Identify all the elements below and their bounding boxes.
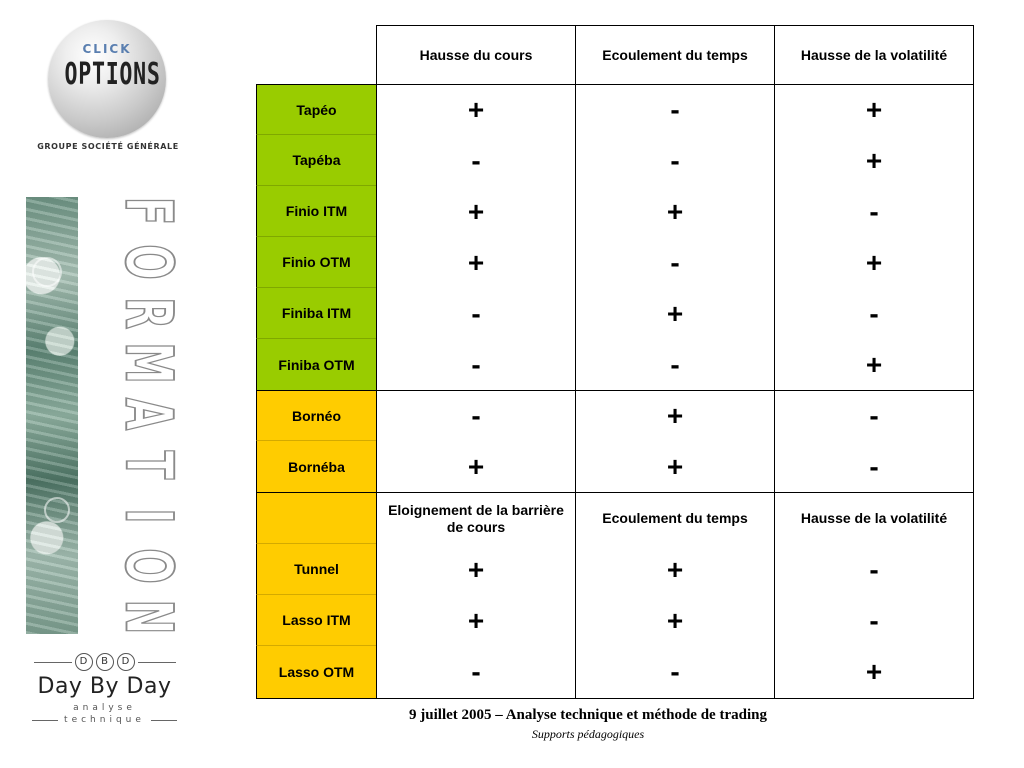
divider <box>34 662 72 663</box>
column-header: Ecoulement du temps <box>575 25 774 84</box>
formation-letter: R <box>110 296 187 329</box>
sign-cell: + <box>376 544 575 595</box>
sign-cell: + <box>376 595 575 646</box>
dbd-circle-letter: B <box>96 653 114 671</box>
sign-cell: + <box>774 646 974 699</box>
sign-cell: + <box>575 288 774 339</box>
sign-cell: + <box>575 544 774 595</box>
sign-cell: - <box>575 135 774 186</box>
column-header: Hausse de la volatilité <box>774 25 974 84</box>
formation-letter: M <box>110 342 187 385</box>
options-sensitivity-table <box>256 25 974 699</box>
decorative-photo-strip <box>26 197 78 634</box>
row-label: Finiba OTM <box>256 339 376 390</box>
formation-letter: O <box>110 548 187 585</box>
coin-shape <box>44 497 70 523</box>
sign-cell: - <box>575 237 774 288</box>
formation-letter: N <box>110 599 187 635</box>
row-label: Bornéo <box>256 390 376 441</box>
sign-cell: + <box>774 84 974 135</box>
formation-letter: A <box>110 397 187 431</box>
sign-cell: + <box>575 390 774 441</box>
sign-cell: - <box>376 390 575 441</box>
coin-shape <box>32 257 62 287</box>
sign-cell: - <box>774 544 974 595</box>
row-label: Tapéba <box>256 135 376 186</box>
sign-cell: + <box>376 441 575 492</box>
click-options-logo <box>18 18 198 158</box>
row-label: Bornéba <box>256 441 376 492</box>
dbd-circle-row <box>22 652 187 672</box>
sign-cell: - <box>575 646 774 699</box>
dbd-circle-letter: D <box>75 653 93 671</box>
sign-cell: + <box>774 135 974 186</box>
logo-sphere <box>48 20 166 138</box>
dbd-title: Day By Day <box>37 674 172 699</box>
dbd-subtitle-2: technique <box>64 715 145 725</box>
logo-options-text: OPTIONS <box>64 57 161 92</box>
sign-cell: + <box>376 84 575 135</box>
sign-cell: - <box>774 595 974 646</box>
day-by-day-logo <box>22 650 187 732</box>
column-header: Ecoulement du temps <box>575 492 774 544</box>
row-label: Finio ITM <box>256 186 376 237</box>
footer-subtitle: Supports pédagogiques <box>531 727 645 741</box>
sign-cell: + <box>774 237 974 288</box>
logo-subtitle: GROUPE SOCIÉTÉ GÉNÉRALE <box>37 142 179 151</box>
table-corner <box>256 25 376 84</box>
sign-cell: + <box>575 441 774 492</box>
row-label: Lasso OTM <box>256 646 376 699</box>
row-label: Tunnel <box>256 544 376 595</box>
sign-cell: + <box>575 595 774 646</box>
sign-cell: + <box>575 186 774 237</box>
divider <box>32 720 58 721</box>
sign-cell: + <box>376 186 575 237</box>
sign-cell: - <box>376 339 575 390</box>
logo-click-text: CLICK <box>82 42 132 56</box>
row-label-empty <box>256 492 376 544</box>
sign-cell: - <box>774 186 974 237</box>
sign-cell: - <box>774 390 974 441</box>
sign-cell: - <box>774 288 974 339</box>
sign-cell: - <box>575 339 774 390</box>
formation-banner <box>88 192 208 636</box>
sign-cell: + <box>774 339 974 390</box>
footer-title: 9 juillet 2005 – Analyse technique et méthode de trading <box>409 707 767 723</box>
divider <box>138 662 176 663</box>
dbd-circle-letter: D <box>117 653 135 671</box>
divider <box>151 720 177 721</box>
dbd-subtitle-1: analyse <box>73 703 136 713</box>
sign-cell: - <box>575 84 774 135</box>
row-label: Finio OTM <box>256 237 376 288</box>
dbd-subtitle-2-row <box>22 715 187 725</box>
sign-cell: + <box>376 237 575 288</box>
row-label: Lasso ITM <box>256 595 376 646</box>
column-header: Hausse de la volatilité <box>774 492 974 544</box>
row-label: Tapéo <box>256 84 376 135</box>
column-header: Hausse du cours <box>376 25 575 84</box>
sign-cell: - <box>376 288 575 339</box>
row-label: Finiba ITM <box>256 288 376 339</box>
sign-cell: - <box>774 441 974 492</box>
formation-letter: T <box>110 450 187 480</box>
formation-letter: F <box>110 196 187 226</box>
formation-letter: I <box>110 507 187 524</box>
column-header: Eloignement de la barrière de cours <box>376 492 575 544</box>
sign-cell: - <box>376 646 575 699</box>
sign-cell: - <box>376 135 575 186</box>
formation-letter: O <box>110 243 187 280</box>
